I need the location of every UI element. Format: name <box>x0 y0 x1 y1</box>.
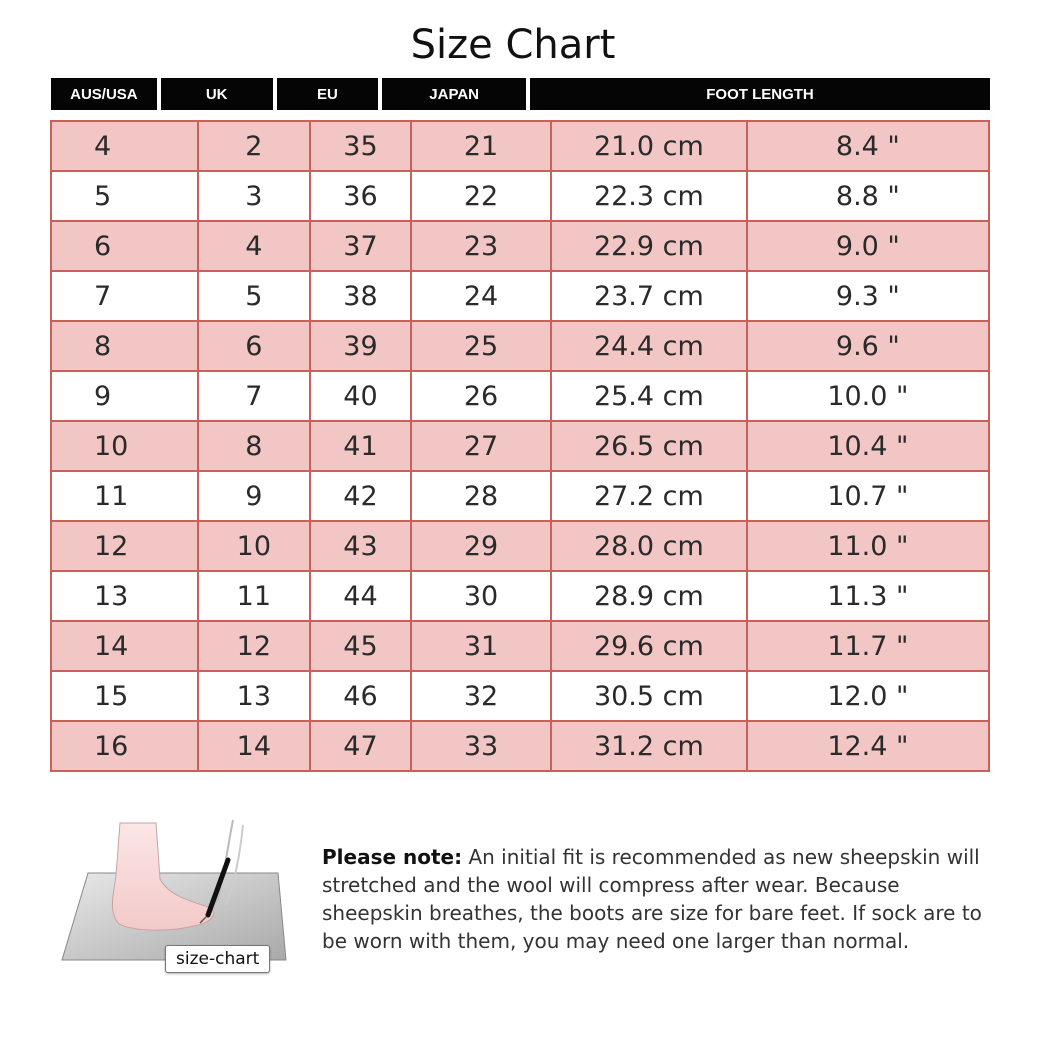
cell-foot-length-inch: 12.4 " <box>747 721 989 771</box>
size-table <box>50 120 990 772</box>
cell-uk: 3 <box>198 171 310 221</box>
cell-foot-length-inch: 10.7 " <box>747 471 989 521</box>
cell-foot-length-cm: 30.5 cm <box>551 671 747 721</box>
cell-foot-length-inch: 9.0 " <box>747 221 989 271</box>
cell-foot-length-inch: 12.0 " <box>747 671 989 721</box>
cell-japan: 23 <box>411 221 551 271</box>
cell-aus-usa: 4 <box>51 121 198 171</box>
cell-foot-length-inch: 9.3 " <box>747 271 989 321</box>
cell-foot-length-cm: 23.7 cm <box>551 271 747 321</box>
cell-foot-length-cm: 22.3 cm <box>551 171 747 221</box>
table-row <box>51 621 989 671</box>
header-aus-usa: AUS/USA <box>51 78 157 110</box>
cell-aus-usa: 8 <box>51 321 198 371</box>
cell-foot-length-inch: 10.0 " <box>747 371 989 421</box>
cell-uk: 12 <box>198 621 310 671</box>
cell-eu: 44 <box>310 571 411 621</box>
cell-japan: 32 <box>411 671 551 721</box>
cell-japan: 27 <box>411 421 551 471</box>
table-row <box>51 121 989 171</box>
cell-aus-usa: 10 <box>51 421 198 471</box>
cell-aus-usa: 9 <box>51 371 198 421</box>
cell-uk: 10 <box>198 521 310 571</box>
cell-japan: 33 <box>411 721 551 771</box>
header-foot-length: FOOT LENGTH <box>530 78 990 110</box>
table-row <box>51 471 989 521</box>
cell-foot-length-cm: 21.0 cm <box>551 121 747 171</box>
cell-uk: 5 <box>198 271 310 321</box>
cell-eu: 38 <box>310 271 411 321</box>
table-row <box>51 321 989 371</box>
cell-foot-length-inch: 11.7 " <box>747 621 989 671</box>
cell-eu: 35 <box>310 121 411 171</box>
cell-eu: 46 <box>310 671 411 721</box>
cell-eu: 43 <box>310 521 411 571</box>
cell-japan: 24 <box>411 271 551 321</box>
page-title: Size Chart <box>410 22 616 68</box>
table-row <box>51 421 989 471</box>
note-paragraph <box>322 843 1002 955</box>
cell-foot-length-inch: 11.0 " <box>747 521 989 571</box>
cell-uk: 4 <box>198 221 310 271</box>
cell-aus-usa: 6 <box>51 221 198 271</box>
cell-eu: 39 <box>310 321 411 371</box>
cell-eu: 37 <box>310 221 411 271</box>
cell-uk: 13 <box>198 671 310 721</box>
cell-uk: 14 <box>198 721 310 771</box>
cell-japan: 30 <box>411 571 551 621</box>
cell-aus-usa: 14 <box>51 621 198 671</box>
cell-uk: 11 <box>198 571 310 621</box>
note-label: Please note: <box>322 845 463 869</box>
table-row <box>51 671 989 721</box>
cell-japan: 28 <box>411 471 551 521</box>
cell-foot-length-cm: 24.4 cm <box>551 321 747 371</box>
cell-aus-usa: 16 <box>51 721 198 771</box>
cell-uk: 7 <box>198 371 310 421</box>
cell-uk: 2 <box>198 121 310 171</box>
table-row <box>51 371 989 421</box>
cell-uk: 9 <box>198 471 310 521</box>
cell-eu: 36 <box>310 171 411 221</box>
cell-foot-length-cm: 28.9 cm <box>551 571 747 621</box>
cell-aus-usa: 12 <box>51 521 198 571</box>
table-row <box>51 521 989 571</box>
cell-foot-length-inch: 10.4 " <box>747 421 989 471</box>
header-japan: JAPAN <box>382 78 526 110</box>
cell-aus-usa: 5 <box>51 171 198 221</box>
cell-eu: 40 <box>310 371 411 421</box>
cell-japan: 26 <box>411 371 551 421</box>
cell-foot-length-cm: 27.2 cm <box>551 471 747 521</box>
cell-aus-usa: 15 <box>51 671 198 721</box>
cell-foot-length-cm: 26.5 cm <box>551 421 747 471</box>
cell-aus-usa: 13 <box>51 571 198 621</box>
cell-eu: 42 <box>310 471 411 521</box>
cell-japan: 21 <box>411 121 551 171</box>
table-row <box>51 721 989 771</box>
cell-japan: 25 <box>411 321 551 371</box>
table-row <box>51 221 989 271</box>
cell-eu: 41 <box>310 421 411 471</box>
cell-foot-length-cm: 25.4 cm <box>551 371 747 421</box>
cell-uk: 6 <box>198 321 310 371</box>
cell-foot-length-inch: 8.4 " <box>747 121 989 171</box>
cell-foot-length-cm: 31.2 cm <box>551 721 747 771</box>
cell-aus-usa: 11 <box>51 471 198 521</box>
cell-japan: 31 <box>411 621 551 671</box>
cell-eu: 45 <box>310 621 411 671</box>
cell-foot-length-inch: 9.6 " <box>747 321 989 371</box>
table-row <box>51 571 989 621</box>
cell-japan: 29 <box>411 521 551 571</box>
cell-japan: 22 <box>411 171 551 221</box>
cell-foot-length-inch: 8.8 " <box>747 171 989 221</box>
cell-uk: 8 <box>198 421 310 471</box>
table-row <box>51 171 989 221</box>
header-eu: EU <box>277 78 379 110</box>
cell-foot-length-cm: 22.9 cm <box>551 221 747 271</box>
cell-aus-usa: 7 <box>51 271 198 321</box>
note-text: An initial fit is recommended as new sheepskin will stretched and the wool will compress after wear. Because sheepskin breathes, the boots are size for bare feet. If sock are to be worn with them, you may need one larger than normal. <box>322 845 982 953</box>
table-row <box>51 271 989 321</box>
cell-foot-length-inch: 11.3 " <box>747 571 989 621</box>
cell-eu: 47 <box>310 721 411 771</box>
header-uk: UK <box>161 78 273 110</box>
image-caption: size-chart <box>165 945 270 973</box>
cell-foot-length-cm: 29.6 cm <box>551 621 747 671</box>
table-header <box>51 78 990 110</box>
cell-foot-length-cm: 28.0 cm <box>551 521 747 571</box>
